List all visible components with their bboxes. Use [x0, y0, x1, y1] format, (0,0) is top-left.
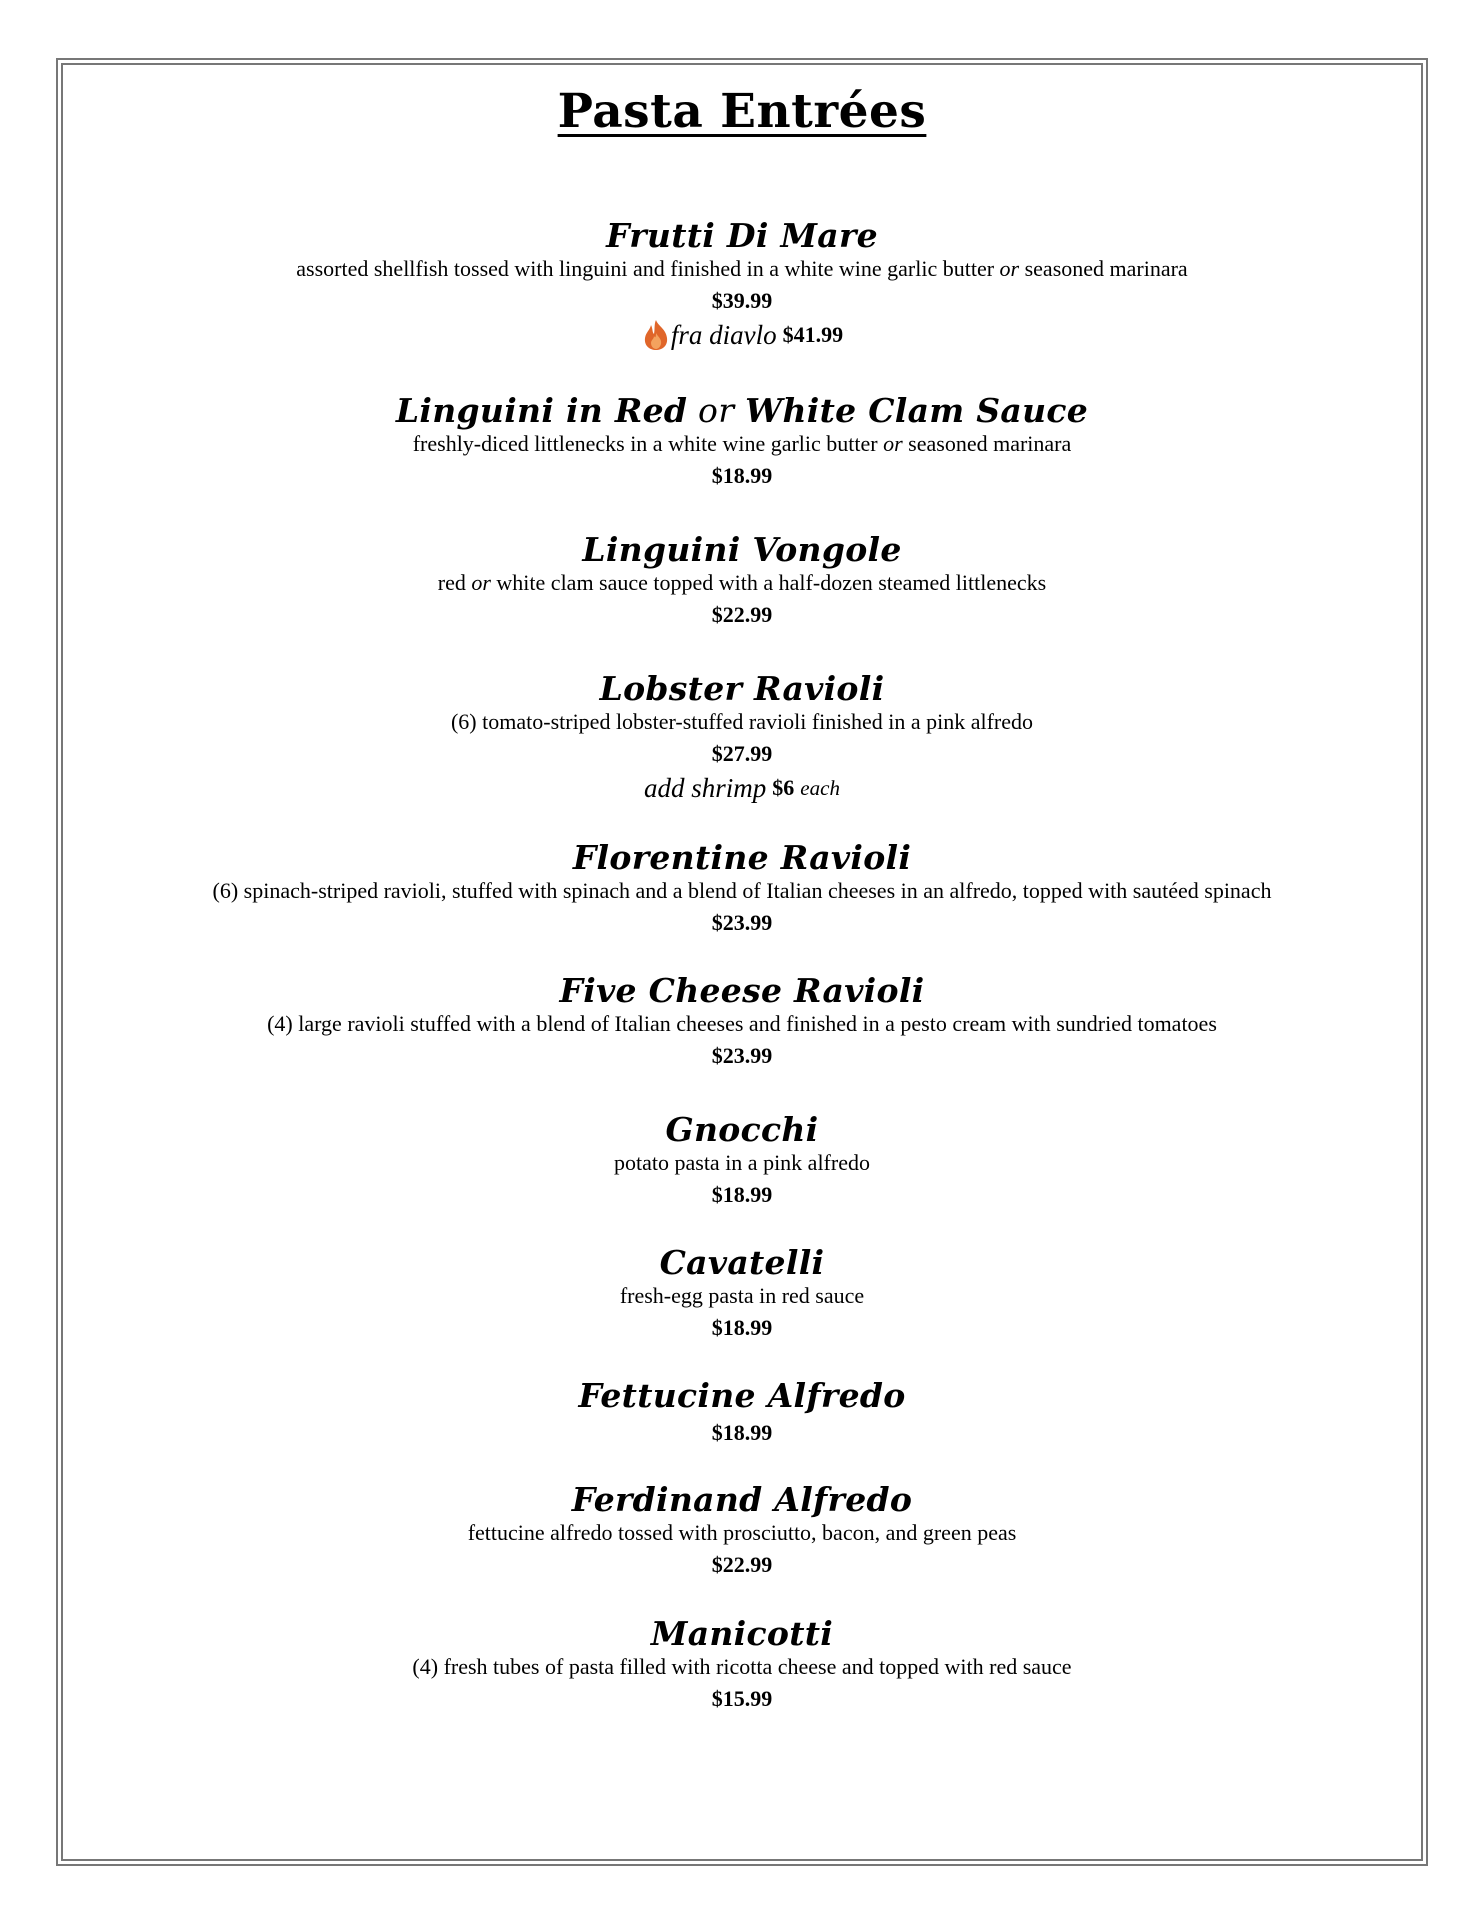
item-price: $23.99 — [711, 910, 773, 935]
item-description: (4) fresh tubes of pasta filled with ricotta cheese and topped with red sauce — [412, 1654, 1072, 1679]
item-price: $27.99 — [711, 741, 773, 766]
item-price: $22.99 — [711, 602, 773, 627]
item-name: Gnocchi — [665, 1110, 819, 1149]
item-price: $18.99 — [711, 1182, 773, 1207]
item-name: Frutti Di Mare — [606, 216, 878, 255]
menu-item-five-cheese-ravioli — [0, 971, 1484, 1073]
item-name: Linguini Vongole — [582, 530, 902, 569]
addon-note: each — [800, 776, 840, 800]
item-price: $39.99 — [711, 288, 773, 313]
menu-item-linguini-vongole — [0, 530, 1484, 632]
item-price: $22.99 — [711, 1552, 773, 1577]
item-addon-shrimp — [644, 771, 840, 805]
menu-item-florentine-ravioli — [0, 838, 1484, 940]
addon-label: add shrimp — [644, 773, 767, 803]
menu-item-ferdinand-alfredo — [0, 1480, 1484, 1582]
variant-label: fra diavlo — [670, 320, 777, 350]
menu-item-manicotti — [0, 1614, 1484, 1716]
menu-item-cavatelli — [0, 1243, 1484, 1345]
item-name: Florentine Ravioli — [572, 838, 912, 877]
item-variant-fra-diavlo — [641, 318, 843, 352]
item-name: Five Cheese Ravioli — [559, 971, 925, 1010]
page-title: Pasta Entrées — [557, 84, 927, 139]
menu-item-linguini-clam-sauce — [0, 391, 1484, 493]
item-price: $23.99 — [711, 1043, 773, 1068]
menu-item-frutti-di-mare — [0, 216, 1484, 355]
item-name: Cavatelli — [659, 1243, 825, 1282]
item-price: $18.99 — [711, 1420, 773, 1445]
item-price: $15.99 — [711, 1686, 773, 1711]
variant-price: $41.99 — [782, 322, 844, 347]
item-description: freshly-diced littlenecks in a white wine garlic butter or seasoned marinara — [412, 431, 1072, 456]
addon-price: $6 — [772, 775, 795, 800]
flame-icon — [641, 319, 671, 351]
item-description: fettucine alfredo tossed with prosciutto, bacon, and green peas — [467, 1520, 1017, 1545]
item-description: potato pasta in a pink alfredo — [614, 1150, 870, 1175]
item-name: Ferdinand Alfredo — [571, 1480, 913, 1519]
item-description: (4) large ravioli stuffed with a blend of Italian cheeses and finished in a pesto cream with sundried tomatoes — [267, 1011, 1217, 1036]
item-description: fresh-egg pasta in red sauce — [619, 1283, 865, 1308]
item-name: Fettucine Alfredo — [578, 1376, 906, 1415]
item-name: Lobster Ravioli — [599, 669, 885, 708]
menu-item-fettucine-alfredo — [0, 1376, 1484, 1450]
item-description: assorted shellfish tossed with linguini and finished in a white wine garlic butter or seasoned marinara — [296, 256, 1188, 281]
item-price: $18.99 — [711, 1315, 773, 1340]
item-name: Manicotti — [650, 1614, 834, 1653]
item-name: Linguini in Red or White Clam Sauce — [395, 391, 1089, 430]
item-description: (6) tomato-striped lobster-stuffed ravioli finished in a pink alfredo — [450, 709, 1033, 734]
menu-item-lobster-ravioli — [0, 669, 1484, 805]
item-description: (6) spinach-striped ravioli, stuffed with spinach and a blend of Italian cheeses in an alfredo, topped with sautéed spinach — [212, 878, 1272, 903]
item-description: red or white clam sauce topped with a half-dozen steamed littlenecks — [437, 570, 1047, 595]
menu-item-gnocchi — [0, 1110, 1484, 1212]
item-price: $18.99 — [711, 463, 773, 488]
